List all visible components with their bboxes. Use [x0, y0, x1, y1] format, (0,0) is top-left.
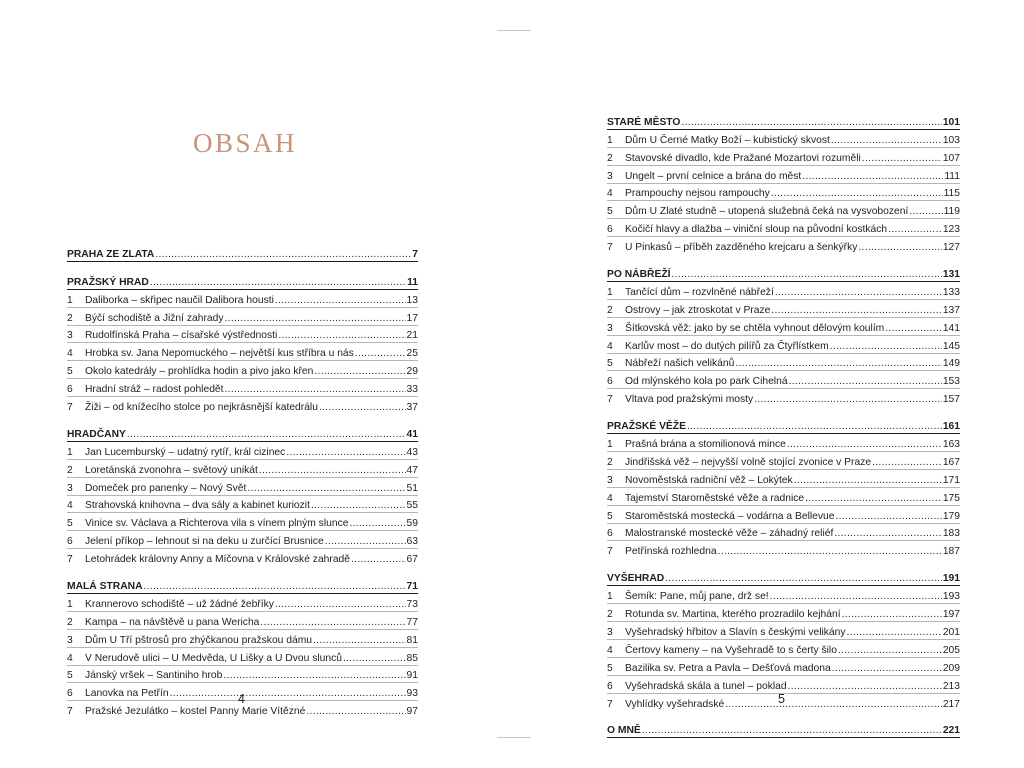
entry-title: Kočičí hlavy a dlažba – viniční sloup na původní kostkách — [625, 224, 888, 236]
leader-dots — [325, 536, 406, 548]
entry-title: Jan Lucemburský – udatný rytíř, král cizinec — [85, 446, 286, 458]
entry-page: 37 — [406, 402, 418, 414]
entry-page: 91 — [406, 670, 418, 682]
entry-number: 6 — [607, 528, 613, 540]
leader-dots — [155, 249, 411, 261]
leader-dots — [313, 635, 406, 647]
entry-page: 137 — [942, 304, 960, 316]
entry-page: 209 — [942, 662, 960, 674]
entry-page: 133 — [942, 286, 960, 298]
entry-title: Býčí schodiště a Jižní zahrady — [85, 312, 224, 324]
entry-title: Novoměstská radniční věž – Lokýtek — [625, 474, 793, 486]
toc-entry — [607, 452, 960, 470]
entry-page: 73 — [406, 598, 418, 610]
entry-title: Od mlýnského kola po park Cihelná — [625, 376, 788, 388]
leader-dots — [127, 429, 406, 441]
entry-number: 2 — [67, 464, 73, 476]
leader-dots — [225, 384, 406, 396]
leader-dots — [788, 681, 942, 693]
section-header — [67, 424, 418, 442]
toc-entry — [67, 397, 418, 414]
entry-title: Strahovská knihovna – dva sály a kabinet kuriozit — [85, 500, 310, 512]
section-title: MALÁ STRANA — [67, 581, 143, 593]
entry-title: Ungelt – první celnice a brána do měst — [625, 170, 802, 182]
entry-number: 7 — [607, 698, 613, 710]
leader-dots — [225, 313, 406, 325]
leader-dots — [858, 242, 941, 254]
entry-page: 51 — [406, 482, 418, 494]
entry-title: Stavovské divadlo, kde Pražané Mozartovi rozuměli — [625, 152, 861, 164]
toc-entry — [607, 434, 960, 452]
toc-entry — [607, 354, 960, 372]
entry-number: 1 — [607, 134, 613, 146]
entry-number: 5 — [67, 670, 73, 682]
leader-dots — [642, 725, 942, 737]
toc-entry — [67, 326, 418, 344]
leader-dots — [787, 439, 942, 451]
entry-number: 4 — [607, 188, 613, 200]
entry-page: 33 — [406, 384, 418, 396]
toc-entry — [67, 531, 418, 549]
entry-title: Petřínská rozhledna — [625, 546, 717, 558]
entry-page: 119 — [943, 206, 960, 218]
entry-page: 167 — [942, 456, 960, 468]
entry-title: Staroměstská mostecká – vodárna a Bellevue — [625, 510, 835, 522]
entry-title: Bazilika sv. Petra a Pavla – Dešťová madona — [625, 662, 831, 674]
entry-number: 6 — [67, 384, 73, 396]
toc-entry — [67, 513, 418, 531]
entry-title: Hradní stráž – radost pohledět — [85, 384, 224, 396]
entry-page: 85 — [406, 652, 418, 664]
leader-dots — [718, 546, 942, 558]
section-title: PRAŽSKÝ HRAD — [67, 276, 149, 288]
leader-dots — [687, 421, 942, 433]
leader-dots — [842, 609, 942, 621]
toc-entry — [607, 622, 960, 640]
entry-title: Pražské Jezulátko – kostel Panny Marie Vítězné — [85, 706, 306, 718]
entry-title: Dům U Zlaté studně – utopená služebná čeká na vysvobození — [625, 206, 909, 218]
entry-title: Prašná brána a stomilionová mince — [625, 439, 786, 451]
leader-dots — [862, 153, 942, 165]
toc-entry — [607, 676, 960, 694]
section-title: STARÉ MĚSTO — [607, 116, 681, 128]
page-number-left: 4 — [238, 692, 245, 706]
entry-number: 5 — [67, 518, 73, 530]
leader-dots — [830, 341, 942, 353]
entry-number: 2 — [67, 616, 73, 628]
entry-number: 4 — [67, 652, 73, 664]
section-page: 161 — [942, 421, 960, 433]
entry-number: 3 — [67, 330, 73, 342]
entry-number: 2 — [67, 312, 73, 324]
entry-number: 7 — [607, 242, 613, 254]
entry-title: Hrobka sv. Jana Nepomuckého – největší kus stříbra u nás — [85, 348, 354, 360]
entry-title: Letohrádek královny Anny a Míčovna v Královské zahradě — [85, 554, 351, 566]
entry-number: 5 — [607, 206, 613, 218]
entry-page: 187 — [942, 546, 960, 558]
entry-number: 7 — [607, 394, 613, 406]
entry-number: 4 — [607, 340, 613, 352]
section-header — [67, 576, 418, 594]
entry-title: Loretánská zvonohra – světový unikát — [85, 464, 258, 476]
leader-dots — [275, 295, 406, 307]
entry-page: 145 — [942, 340, 960, 352]
toc-entry — [67, 630, 418, 648]
toc-entry — [607, 658, 960, 676]
section-title: PRAŽSKÉ VĚŽE — [607, 421, 686, 433]
toc-entry — [607, 219, 960, 237]
entry-page: 217 — [942, 698, 960, 710]
entry-page: 97 — [406, 706, 418, 718]
entry-title: Čertovy kameny – na Vyšehradě to s čerty šilo — [625, 644, 837, 656]
leader-dots — [885, 323, 942, 335]
section-header — [67, 272, 418, 290]
entry-title: Karlův most – do dutých pilířů za Čtyřlístkem — [625, 340, 829, 352]
toc-entry — [67, 460, 418, 478]
section-header — [67, 244, 418, 262]
toc-entry — [67, 612, 418, 630]
toc-entry — [607, 237, 960, 254]
entry-title: Tančící dům – rozvlněné nábřeží — [625, 286, 774, 298]
toc-entry — [607, 184, 960, 202]
entry-title: Vyšehradská skála a tunel – poklad — [625, 680, 787, 692]
leader-dots — [794, 475, 942, 487]
entry-title: Rotunda sv. Martina, kterého prozradilo kejhání — [625, 609, 841, 621]
section-page: 101 — [942, 116, 960, 128]
toc-entry — [607, 524, 960, 542]
toc-entry — [67, 308, 418, 326]
toc-entry — [67, 594, 418, 612]
entry-number: 5 — [607, 358, 613, 370]
entry-title: Krannerovo schodiště – už žádné žebříky — [85, 598, 274, 610]
entry-page: 21 — [406, 330, 418, 342]
leader-dots — [771, 188, 943, 200]
toc-entry — [67, 343, 418, 361]
leader-dots — [771, 305, 941, 317]
toc-entry — [67, 549, 418, 566]
toc-entry — [67, 379, 418, 397]
entry-page: 17 — [406, 312, 418, 324]
leader-dots — [681, 117, 941, 129]
entry-number: 2 — [607, 456, 613, 468]
entry-page: 25 — [406, 348, 418, 360]
toc-entry — [607, 166, 960, 184]
toc-column-right — [607, 112, 960, 748]
toc-column-left — [67, 244, 418, 728]
toc-entry — [607, 282, 960, 300]
entry-number: 5 — [607, 662, 613, 674]
section-page: 131 — [942, 269, 960, 281]
entry-number: 2 — [607, 152, 613, 164]
entry-title: Domeček pro panenky – Nový Svět — [85, 482, 247, 494]
leader-dots — [838, 645, 942, 657]
entry-page: 197 — [942, 609, 960, 621]
entry-title: Okolo katedrály – prohlídka hodin a pivo jako křen — [85, 366, 314, 378]
entry-number: 1 — [67, 446, 73, 458]
entry-title: Rudolfínská Praha – císařské výstřednosti — [85, 330, 278, 342]
entry-page: 13 — [406, 294, 418, 306]
leader-dots — [275, 599, 406, 611]
toc-entry — [67, 478, 418, 496]
entry-page: 55 — [406, 500, 418, 512]
leader-dots — [754, 394, 942, 406]
leader-dots — [672, 269, 942, 281]
leader-dots — [775, 287, 942, 299]
entry-page: 81 — [406, 634, 418, 646]
entry-number: 1 — [607, 286, 613, 298]
entry-page: 77 — [406, 616, 418, 628]
entry-number: 2 — [607, 304, 613, 316]
entry-page: 29 — [406, 366, 418, 378]
toc-entry — [67, 496, 418, 514]
leader-dots — [847, 627, 942, 639]
crop-mark-bottom — [497, 737, 531, 738]
leader-dots — [319, 402, 406, 414]
toc-entry — [67, 648, 418, 666]
section-header — [607, 721, 960, 739]
entry-page: 63 — [406, 536, 418, 548]
section-header — [607, 568, 960, 586]
section-header — [607, 264, 960, 282]
entry-title: Vinice sv. Václava a Richterova vila s vínem plným slunce — [85, 518, 349, 530]
entry-title: Dům U Tří pštrosů pro zhýčkanou pražskou dámu — [85, 634, 313, 646]
leader-dots — [834, 528, 941, 540]
leader-dots — [872, 457, 942, 469]
entry-number: 3 — [607, 474, 613, 486]
page-number-right: 5 — [778, 692, 785, 706]
entry-title: Prampouchy nejsou rampouchy — [625, 188, 770, 200]
toc-entry — [607, 148, 960, 166]
section-page: 11 — [407, 276, 418, 288]
toc-section — [607, 416, 960, 558]
toc-entry — [67, 666, 418, 684]
entry-title: Jánský vršek – Santiniho hrob — [85, 670, 223, 682]
toc-entry — [607, 586, 960, 604]
toc-entry — [607, 389, 960, 406]
section-page: 71 — [406, 581, 418, 593]
entry-page: 163 — [942, 439, 960, 451]
toc-entry — [607, 130, 960, 148]
toc-section — [607, 568, 960, 710]
toc-entry — [607, 300, 960, 318]
section-title: O MNĚ — [607, 725, 641, 737]
leader-dots — [311, 500, 406, 512]
entry-page: 213 — [942, 680, 960, 692]
leader-dots — [831, 135, 942, 147]
crop-mark-top — [497, 30, 531, 31]
entry-number: 6 — [607, 376, 613, 388]
toc-entry — [607, 488, 960, 506]
entry-number: 1 — [67, 294, 73, 306]
toc-entry — [607, 336, 960, 354]
leader-dots — [725, 699, 942, 711]
entry-page: 157 — [942, 394, 960, 406]
leader-dots — [805, 493, 942, 505]
toc-entry — [607, 604, 960, 622]
entry-page: 201 — [942, 626, 960, 638]
toc-entry — [67, 442, 418, 460]
leader-dots — [144, 581, 406, 593]
toc-section — [607, 721, 960, 739]
entry-number: 7 — [67, 554, 73, 566]
entry-page: 115 — [943, 188, 960, 200]
section-header — [607, 112, 960, 130]
section-page: 41 — [406, 428, 418, 440]
entry-number: 3 — [607, 170, 613, 182]
entry-title: U Pinkasů – příběh zazděného krejcaru a šenkýřky — [625, 242, 858, 254]
entry-number: 1 — [67, 598, 73, 610]
entry-title: Žiži – od knížecího stolce po nejkrásnější katedrálu — [85, 402, 318, 414]
entry-page: 141 — [942, 322, 960, 334]
leader-dots — [909, 206, 942, 218]
entry-number: 3 — [67, 634, 73, 646]
toc-section — [67, 272, 418, 414]
entry-page: 175 — [942, 492, 960, 504]
leader-dots — [286, 447, 405, 459]
leader-dots — [259, 465, 406, 477]
section-title: PO NÁBŘEŽÍ — [607, 269, 671, 281]
entry-number: 7 — [607, 546, 613, 558]
entry-title: Vyhlídky vyšehradské — [625, 698, 725, 710]
entry-number: 3 — [607, 322, 613, 334]
toc-entry — [607, 541, 960, 558]
entry-title: Malostranské mostecké věže – záhadný reliéf — [625, 528, 834, 540]
entry-page: 149 — [942, 358, 960, 370]
leader-dots — [343, 653, 406, 665]
entry-number: 4 — [67, 500, 73, 512]
entry-title: Lanovka na Petřín — [85, 688, 169, 700]
entry-title: Vyšehradský hřbitov a Slavín s českými velikány — [625, 626, 846, 638]
section-title: VYŠEHRAD — [607, 573, 665, 585]
entry-number: 6 — [607, 680, 613, 692]
toc-entry — [607, 201, 960, 219]
leader-dots — [789, 376, 942, 388]
entry-page: 179 — [942, 510, 960, 522]
entry-number: 4 — [607, 644, 613, 656]
entry-title: Šemík: Pane, můj pane, drž se! — [625, 591, 769, 603]
toc-entry — [607, 506, 960, 524]
section-header — [607, 416, 960, 434]
entry-page: 205 — [942, 644, 960, 656]
toc-section — [67, 424, 418, 566]
section-page: 191 — [942, 573, 960, 585]
leader-dots — [278, 330, 405, 342]
section-page: 7 — [412, 248, 418, 260]
leader-dots — [314, 366, 405, 378]
entry-page: 123 — [942, 224, 960, 236]
leader-dots — [170, 688, 406, 700]
entry-title: Jelení příkop – lehnout si na deku u zurčící Brusnice — [85, 536, 324, 548]
toc-entry — [67, 290, 418, 308]
entry-number: 6 — [607, 224, 613, 236]
entry-page: 103 — [942, 134, 960, 146]
entry-page: 93 — [406, 688, 418, 700]
entry-number: 1 — [607, 439, 613, 451]
leader-dots — [835, 511, 941, 523]
entry-page: 111 — [944, 170, 960, 182]
section-title: PRAHA ZE ZLATA — [67, 248, 155, 260]
entry-number: 7 — [67, 706, 73, 718]
leader-dots — [150, 277, 406, 289]
leader-dots — [802, 171, 943, 183]
entry-number: 6 — [67, 688, 73, 700]
toc-section — [607, 264, 960, 406]
leader-dots — [260, 617, 405, 629]
toc-entry — [67, 361, 418, 379]
entry-page: 193 — [942, 591, 960, 603]
entry-page: 43 — [406, 446, 418, 458]
entry-number: 3 — [67, 482, 73, 494]
entry-title: Ostrovy – jak ztroskotat v Praze — [625, 304, 771, 316]
leader-dots — [665, 573, 942, 585]
entry-number: 2 — [607, 609, 613, 621]
leader-dots — [247, 483, 405, 495]
entry-number: 5 — [607, 510, 613, 522]
section-page: 221 — [942, 725, 960, 737]
entry-title: Tajemství Staroměstské věže a radnice — [625, 492, 805, 504]
leader-dots — [351, 554, 406, 566]
entry-number: 3 — [607, 626, 613, 638]
entry-number: 4 — [607, 492, 613, 504]
section-title: HRADČANY — [67, 428, 126, 440]
entry-page: 67 — [406, 554, 418, 566]
entry-title: Jindřišská věž – nejvyšší volně stojící zvonice v Praze — [625, 456, 872, 468]
toc-entry — [607, 371, 960, 389]
entry-page: 171 — [942, 474, 960, 486]
leader-dots — [223, 670, 405, 682]
leader-dots — [770, 591, 942, 603]
entry-page: 127 — [942, 242, 960, 254]
leader-dots — [735, 358, 941, 370]
entry-number: 4 — [67, 348, 73, 360]
toc-entry — [607, 640, 960, 658]
toc-entry — [607, 318, 960, 336]
entry-title: Nábřeží našich velikánů — [625, 358, 735, 370]
leader-dots — [306, 706, 405, 718]
entry-number: 1 — [607, 591, 613, 603]
entry-number: 6 — [67, 536, 73, 548]
toc-section — [67, 244, 418, 262]
leader-dots — [832, 663, 942, 675]
entry-title: Dům U Černé Matky Boží – kubistický skvost — [625, 134, 830, 146]
toc-section — [607, 112, 960, 254]
entry-number: 7 — [67, 402, 73, 414]
entry-title: Šítkovská věž: jako by se chtěla vyhnout dělovým koulím — [625, 322, 885, 334]
entry-title: Vltava pod pražskými mosty — [625, 394, 754, 406]
leader-dots — [349, 518, 405, 530]
entry-title: Daliborka – skřipec naučil Dalibora housti — [85, 294, 274, 306]
entry-page: 107 — [942, 152, 960, 164]
toc-heading: OBSAH — [193, 128, 298, 158]
leader-dots — [888, 224, 942, 236]
entry-title: Kampa – na návštěvě u pana Wericha — [85, 616, 260, 628]
toc-entry — [607, 470, 960, 488]
entry-number: 5 — [67, 366, 73, 378]
entry-page: 183 — [942, 528, 960, 540]
entry-title: V Nerudově ulici – U Medvěda, U Lišky a U Dvou slunců — [85, 652, 342, 664]
entry-page: 59 — [406, 518, 418, 530]
leader-dots — [355, 348, 406, 360]
entry-page: 47 — [406, 464, 418, 476]
entry-page: 153 — [942, 376, 960, 388]
